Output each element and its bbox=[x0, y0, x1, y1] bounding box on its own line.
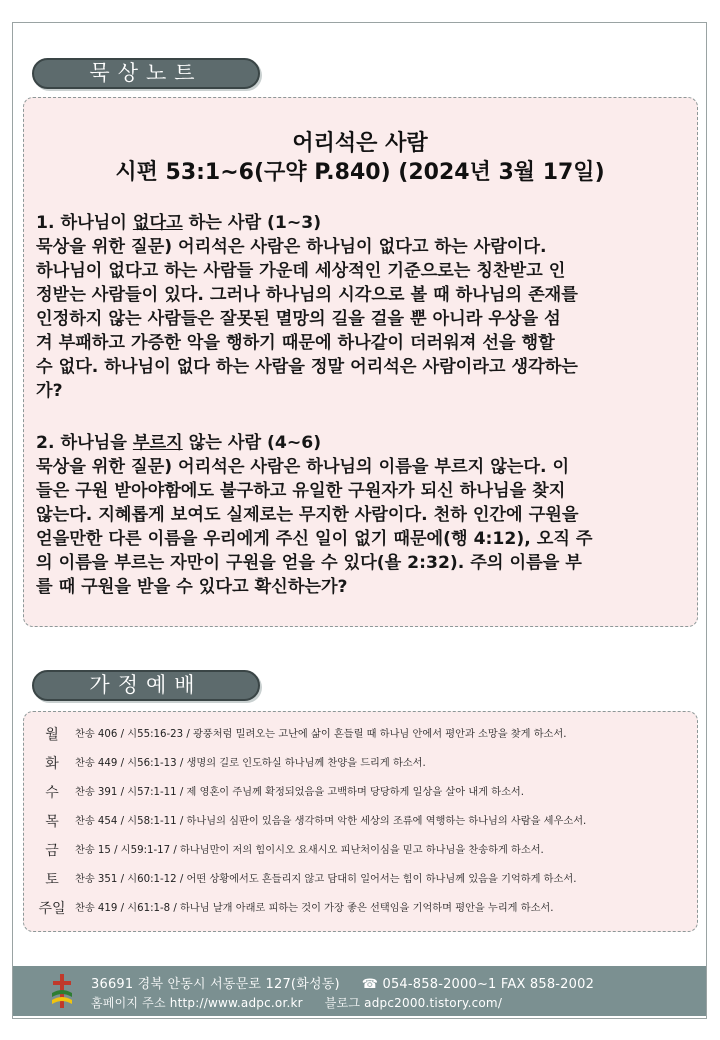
worship-row bbox=[24, 868, 699, 892]
worship-row bbox=[24, 897, 699, 921]
worship-text: 찬송 419 / 시61:1-8 / 하나님 날개 아래로 피하는 것이 가장 좋은 선택임을 기억하며 평안을 누리게 하소서. bbox=[75, 903, 554, 914]
point-1-heading: 1. 하나님이 없다고 하는 사람 (1~3) bbox=[36, 213, 322, 233]
worship-text: 찬송 391 / 시57:1-11 / 제 영혼이 주님께 확정되었음을 고백하며 당당하게 일상을 살아 내게 하소서. bbox=[75, 787, 524, 798]
section-label-family-worship: 가정예배 bbox=[32, 670, 260, 701]
point-2-line: 를 때 구원을 받을 수 있다고 확신하는가? bbox=[36, 577, 348, 597]
sermon-title: 어리석은 사람 bbox=[292, 131, 428, 156]
church-cross-logo-icon bbox=[50, 974, 74, 1008]
section-label-meditation: 묵상노트 bbox=[32, 58, 260, 89]
point-1-line: 인정하지 않는 사람들은 잘못된 멸망의 길을 걸을 뿐 아니라 우상을 섬 bbox=[36, 309, 561, 329]
footer-web-line bbox=[91, 994, 502, 1011]
point-1-line: 수 없다. 하나님이 없다 하는 사람을 정말 어리석은 사람이라고 생각하는 bbox=[36, 357, 578, 377]
point-2-line: 않는다. 지혜롭게 보여도 실제로는 무지한 사람이다. 천하 인간에 구원을 bbox=[36, 505, 579, 525]
worship-text: 찬송 351 / 시60:1-12 / 어떤 상황에서도 흔들리지 않고 담대히 일어서는 힘이 하나님께 있음을 기억하게 하소서. bbox=[75, 874, 577, 885]
worship-row bbox=[24, 839, 699, 863]
point-2-heading: 2. 하나님을 부르지 않는 사람 (4~6) bbox=[36, 433, 322, 453]
worship-row bbox=[24, 723, 699, 747]
day-label: 화 bbox=[45, 756, 59, 772]
family-worship-panel bbox=[23, 711, 698, 932]
meditation-point-2 bbox=[36, 431, 686, 599]
point-2-line: 얻을만한 다른 이름을 우리에게 주신 일이 없기 때문에(행 4:12), 오직 주 bbox=[36, 529, 593, 549]
worship-text: 찬송 449 / 시56:1-13 / 생명의 길로 인도하실 하나님께 찬양을 드리게 하소서. bbox=[75, 758, 426, 769]
day-label: 금 bbox=[45, 843, 59, 859]
meditation-point-1 bbox=[36, 211, 686, 403]
church-footer bbox=[13, 966, 706, 1016]
point-2-line: 들은 구원 받아야함에도 불구하고 유일한 구원자가 되신 하나님을 찾지 bbox=[36, 481, 566, 501]
worship-row bbox=[24, 781, 699, 805]
worship-text: 찬송 454 / 시58:1-11 / 하나님의 심판이 있음을 생각하며 악한 세상의 조류에 역행하는 하나님의 사람을 세우소서. bbox=[75, 816, 587, 827]
point-1-line: 하나님이 없다고 하는 사람들 가운데 세상적인 기준으로는 칭찬받고 인 bbox=[36, 261, 566, 281]
church-phone: ☎ 054-858-2000~1 FAX 858-2002 bbox=[361, 977, 595, 992]
worship-text: 찬송 406 / 시55:16-23 / 광풍처럼 밀려오는 고난에 삶이 흔들릴 때 하나님 안에서 평안과 소망을 찾게 하소서. bbox=[75, 729, 567, 740]
point-2-line: 묵상을 위한 질문) 어리석은 사람은 하나님의 이름을 부르지 않는다. 이 bbox=[36, 457, 570, 477]
point-1-line: 정받는 사람들이 있다. 그러나 하나님의 시각으로 볼 때 하나님의 존재를 bbox=[36, 285, 578, 305]
scripture-reference: 시편 53:1~6(구약 P.840) (2024년 3월 17일) bbox=[115, 160, 605, 185]
day-label: 목 bbox=[45, 814, 59, 830]
footer-contact-line bbox=[91, 973, 594, 992]
day-label: 월 bbox=[45, 727, 59, 743]
point-2-line: 의 이름을 부르는 자만이 구원을 얻을 수 있다(욜 2:32). 주의 이름을 부 bbox=[36, 553, 582, 573]
day-label: 토 bbox=[45, 872, 59, 888]
blog-link[interactable]: 블로그 adpc2000.tistory.com/ bbox=[324, 996, 503, 1010]
worship-row bbox=[24, 810, 699, 834]
church-address: 36691 경북 안동시 서동문로 127(화성동) bbox=[91, 977, 340, 992]
point-1-line: 겨 부패하고 가증한 악을 행하기 때문에 하나같이 더러워져 선을 행할 bbox=[36, 333, 555, 353]
day-label: 수 bbox=[45, 785, 59, 801]
day-label: 주일 bbox=[38, 901, 66, 917]
worship-text: 찬송 15 / 시59:1-17 / 하나님만이 저의 힘이시오 요새시오 피난처이심을 믿고 하나님을 찬송하게 하소서. bbox=[75, 845, 544, 856]
worship-row bbox=[24, 752, 699, 776]
point-1-line: 묵상을 위한 질문) 어리석은 사람은 하나님이 없다고 하는 사람이다. bbox=[36, 237, 547, 257]
point-1-line: 가? bbox=[36, 381, 63, 401]
homepage-link[interactable]: 홈페이지 주소 http://www.adpc.or.kr bbox=[91, 996, 303, 1010]
